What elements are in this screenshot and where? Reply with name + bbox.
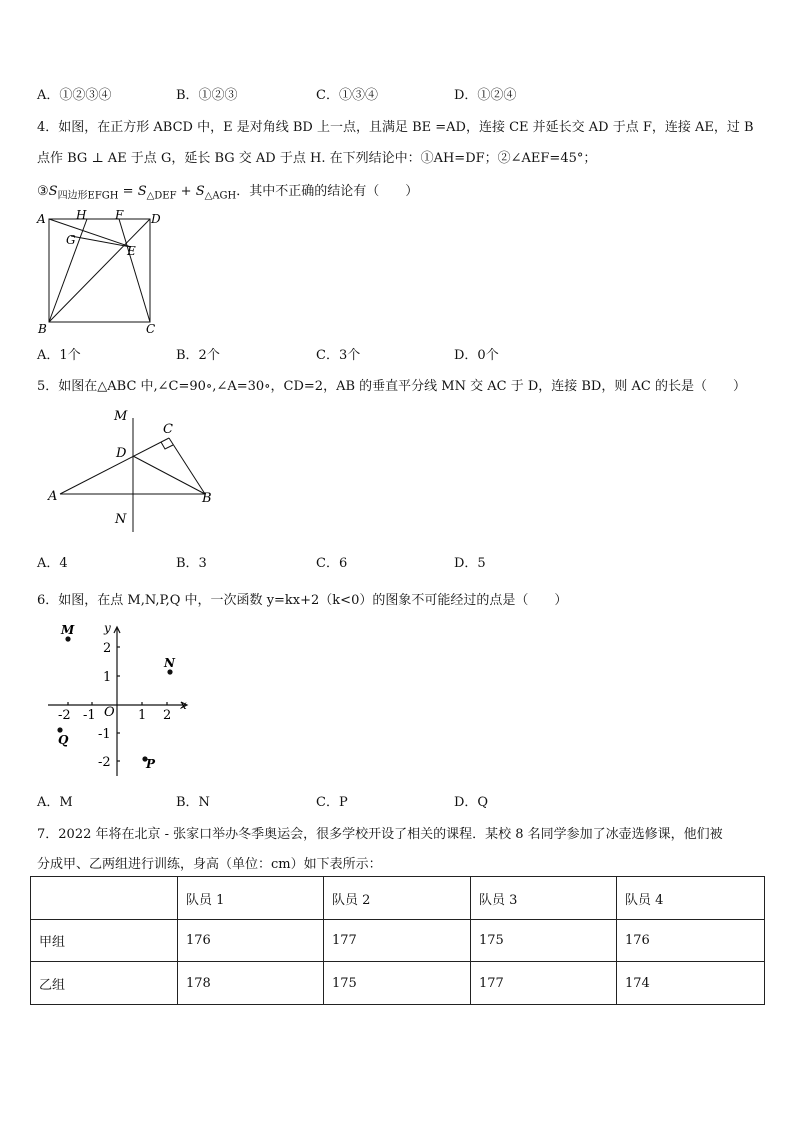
table-cell: 175 — [324, 962, 471, 1005]
q5-option-b: B．3 — [176, 556, 207, 571]
table-row-label: 乙组 — [31, 962, 178, 1005]
q4-square-figure — [30, 206, 170, 338]
q4-area-symbol-2: S — [137, 184, 147, 199]
table-row — [31, 920, 765, 962]
q4-area-symbol: S — [48, 184, 58, 199]
q6-tick-label-x-neg2: -2 — [58, 708, 71, 723]
q4-label-h: H — [76, 208, 87, 222]
q5-option-c: C．6 — [316, 556, 348, 571]
q5-label-m: M — [114, 409, 128, 424]
q4-option-a: A．1个 — [37, 348, 81, 363]
q4-equals: = — [118, 184, 138, 199]
q3-option-d: D．①②④ — [454, 88, 517, 103]
q6-option-c: C．P — [316, 795, 348, 810]
q6-axis-label-x: x — [180, 698, 187, 712]
q6-tick-label-y-neg2: -2 — [98, 755, 111, 770]
table-row — [31, 962, 765, 1005]
q5-segment-bd — [133, 456, 205, 494]
q4-label-a: A — [37, 212, 46, 226]
q5-triangle-figure — [40, 402, 230, 538]
q6-tick-label-x-1: 1 — [138, 708, 147, 723]
table-cell: 177 — [324, 920, 471, 962]
q4-label-e: E — [127, 244, 136, 258]
q6-point-q — [57, 727, 62, 732]
q6-option-a: A．M — [37, 795, 73, 810]
q4-line-eg — [71, 236, 131, 247]
q6-option-b: B．N — [176, 795, 210, 810]
q6-option-d: D．Q — [454, 795, 489, 810]
table-header-cell: 队员 2 — [324, 877, 471, 920]
table-cell: 175 — [471, 920, 617, 962]
q4-option-b: B．2个 — [176, 348, 220, 363]
table-header-cell — [31, 877, 178, 920]
q5-label-d: D — [116, 446, 127, 461]
q4-area-symbol-3: S — [195, 184, 205, 199]
q4-sub-def: △DEF — [146, 190, 177, 202]
table-cell: 176 — [178, 920, 324, 962]
q3-option-b: B．①②③ — [176, 88, 238, 103]
q5-right-angle-mark — [161, 442, 173, 449]
q5-label-n: N — [115, 512, 127, 527]
q6-label-p: P — [146, 757, 156, 771]
table-cell: 177 — [471, 962, 617, 1005]
table-header-row — [31, 877, 765, 920]
table-row-label: 甲组 — [31, 920, 178, 962]
q4-sub-agh: △AGH — [204, 190, 237, 202]
q3-option-c: C．①③④ — [316, 88, 378, 103]
q6-coordinate-plane — [42, 616, 192, 782]
q6-tick-label-x-2: 2 — [163, 708, 172, 723]
q4-label-b: B — [38, 322, 47, 336]
q4-option-c: C．3个 — [316, 348, 361, 363]
q4-line-ae — [49, 219, 131, 247]
q6-tick-label-y-2: 2 — [103, 641, 112, 656]
table-cell: 174 — [617, 962, 765, 1005]
q4-line3-suffix: ．其中不正确的结论有（ ） — [236, 184, 419, 199]
table-header-cell: 队员 1 — [178, 877, 324, 920]
q5-option-a: A．4 — [37, 556, 68, 571]
q6-label-m: M — [61, 623, 75, 637]
q5-option-d: D．5 — [454, 556, 486, 571]
q6-text: 6．如图，在点 M,N,P,Q 中，一次函数 y=kx+2（k<0）的图象不可能经过的点是（ ） — [37, 593, 568, 608]
table-header-cell: 队员 3 — [471, 877, 617, 920]
q6-point-n — [167, 669, 172, 674]
q6-axis-label-y: y — [104, 621, 111, 635]
q4-option-d: D．0个 — [454, 348, 499, 363]
table-cell: 176 — [617, 920, 765, 962]
q6-label-q: Q — [58, 733, 69, 747]
q5-label-a: A — [48, 489, 58, 504]
q6-point-m — [65, 636, 70, 641]
q4-sub-quad: 四边形EFGH — [57, 190, 119, 202]
q6-tick-label-y-neg1: -1 — [98, 727, 111, 742]
q5-side-cb — [169, 438, 205, 494]
q4-text-line-1: 4．如图，在正方形 ABCD 中，E 是对角线 BD 上一点，且满足 BE =AD，连接 CE 并延长交 AD 于点 F，连接 AE，过 B — [37, 120, 754, 135]
table-cell: 178 — [178, 962, 324, 1005]
q4-label-d: D — [151, 212, 161, 226]
q5-text: 5．如图在△ABC 中,∠C=90∘,∠A=30∘，CD=2，AB 的垂直平分线 MN 交 AC 于 D，连接 BD，则 AC 的长是（ ） — [37, 379, 746, 394]
q4-label-f: F — [115, 208, 124, 222]
q6-label-n: N — [164, 656, 175, 670]
q3-option-a: A．①②③④ — [37, 88, 112, 103]
q4-label-c: C — [146, 322, 156, 336]
q6-tick-label-x-neg1: -1 — [83, 708, 96, 723]
q4-label-g: G — [66, 233, 76, 247]
q7-text-line-1: 7．2022 年将在北京 - 张家口举办冬季奥运会，很多学校开设了相关的课程．某校 8 名同学参加了冰壶选修课，他们被 — [37, 827, 723, 842]
q6-tick-label-y-1: 1 — [103, 670, 112, 685]
q6-origin-label: O — [104, 705, 115, 720]
q4-line3-prefix: ③ — [37, 184, 49, 199]
q4-text-line-3 — [37, 180, 418, 202]
table-header-cell: 队员 4 — [617, 877, 765, 920]
q4-plus: + — [176, 184, 196, 199]
q7-height-table — [30, 876, 765, 1005]
q4-text-line-2: 点作 BG ⊥ AE 于点 G，延长 BG 交 AD 于点 H. 在下列结论中：①AH=DF；②∠AEF=45°； — [37, 151, 597, 166]
q5-label-c: C — [163, 422, 173, 437]
q7-text-line-2: 分成甲、乙两组进行训练，身高（单位：cm）如下表所示： — [37, 857, 382, 872]
q5-label-b: B — [202, 491, 212, 506]
